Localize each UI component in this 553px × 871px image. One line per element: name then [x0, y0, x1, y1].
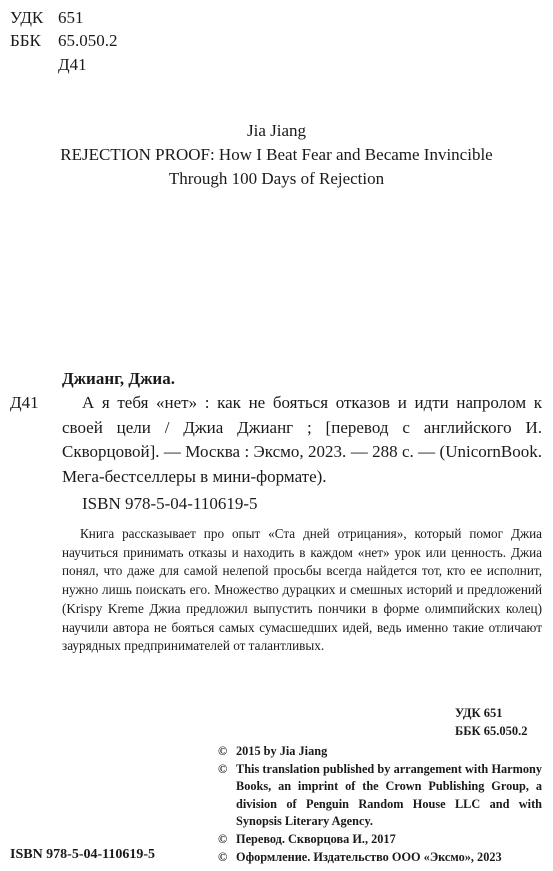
copyright-item [218, 761, 542, 831]
classification-block [10, 8, 118, 75]
author-mark-row [10, 55, 118, 75]
copyright-symbol: © [218, 744, 228, 758]
udk-label: УДК [10, 8, 44, 27]
copyright-block [218, 743, 542, 866]
bbk-label: ББК [10, 31, 41, 50]
copyright-item [218, 849, 542, 867]
bbk-row [10, 31, 118, 51]
author-mark: Д41 [58, 55, 87, 74]
original-title-line1: REJECTION PROOF: How I Beat Fear and Became Invincible [60, 145, 493, 164]
copyright-text: Оформление. Издательство ООО «Эксмо», 2023 [236, 849, 502, 864]
isbn-main: ISBN 978-5-04-110619-5 [82, 494, 258, 513]
copyright-symbol: © [218, 849, 228, 864]
copyright-text: This translation published by arrangement with Harmony Books, an imprint of the Crown Publishing Group, a division of Penguin Random House LLC and with Synopsis Literary Agency. [236, 761, 542, 829]
classification-small [455, 704, 527, 740]
bbk-value: 65.050.2 [58, 31, 118, 50]
copyright-item [218, 831, 542, 849]
annotation: Книга рассказывает про опыт «Ста дней отрицания», который помог Джиа научиться принимать отказы и находить в каждом «нет» урок или ценность. Джиа понял, что даже для самой нелепой просьбы всегда найдется тот, кто ее исполнит, нужно лишь поискать его. Множество дурацких и смешных историй и предложений (Krispy Kreme Джиа предложил выпустить пончики в форме олимпийских колец) научили автора не бояться самых сумасшедших идей, ведь именно такие отличают заурядных предпринимателей от талантливых. [62, 526, 542, 654]
original-title-block [0, 119, 553, 191]
copyright-list [218, 743, 542, 866]
original-author: Jia Jiang [246, 121, 307, 140]
copyright-symbol: © [218, 761, 228, 776]
copyright-item [218, 743, 542, 761]
author-heading: Джианг, Джиа. [62, 369, 175, 388]
record-code: Д41 [10, 393, 39, 412]
udk-row [10, 8, 118, 28]
isbn-bottom: ISBN 978-5-04-110619-5 [10, 847, 156, 862]
copyright-symbol: © [218, 831, 228, 846]
original-title-line2: Through 100 Days of Rejection [168, 169, 385, 188]
udk-value: 651 [58, 8, 84, 27]
udk-small: УДК 651 [455, 706, 503, 720]
copyright-text: 2015 by Jia Jiang [236, 744, 328, 758]
bbk-small: ББК 65.050.2 [455, 724, 528, 738]
copyright-text: Перевод. Скворцова И., 2017 [236, 831, 396, 846]
bibliographic-description: А я тебя «нет» : как не бояться отказов и идти напролом к своей цели / Джиа Джианг ; [перевод с английского И. Скворцовой]. — Москва : Эксмо, 2023. — 288 с. — (UnicornBook. Мега-бестселлеры в мини-формате). [62, 393, 542, 486]
